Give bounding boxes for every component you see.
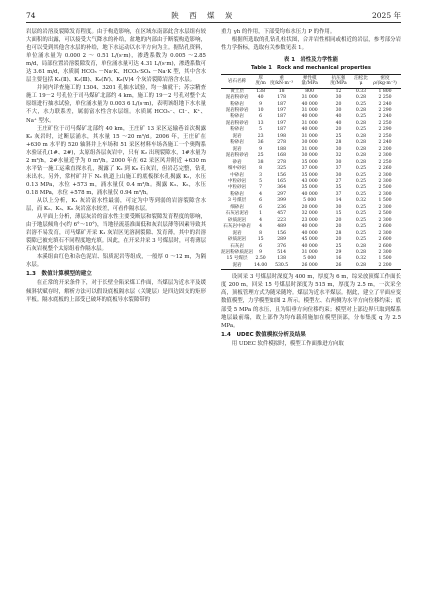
table-cell: 297 (277, 191, 287, 197)
table-cell: 2 200 (378, 146, 392, 152)
table-cell: 514 (277, 249, 287, 255)
table-cell: 399 (277, 198, 287, 204)
table-cell: 2 600 (378, 237, 392, 243)
table-cell: 15 (335, 211, 342, 217)
table-cell: 泥岩 (232, 146, 242, 152)
table-cell: 0.25 (355, 178, 367, 184)
table-cell: 40 000 (301, 114, 318, 120)
body-paragraph: 用 UDEC 软件模拟时，模型工作面推进方向取 (231, 340, 344, 347)
table-cell: 138 (277, 256, 287, 262)
table-cell: 14 (335, 198, 342, 204)
table-cell: 0.25 (355, 127, 367, 133)
table-cell: 0.25 (355, 185, 367, 191)
table-cell: 2 260 (378, 166, 392, 172)
body-paragraph: 从以上分析，K₁ 灰岩富水性最弱，可定为中等到弱的岩溶裂隙含水层，而 K₂、K₃、K₆ 灰岩富水较差，可看作隔水层。 (26, 197, 206, 213)
table-cell: 0.28 (355, 153, 367, 159)
table-cell: 石灰岩 (230, 243, 244, 249)
body-paragraph: 根据所选取的孔钻孔柱状图，合并岩性相同或相近的岩层，参考部分岩性力学指标，选取有关参数见表 1。 (221, 37, 401, 52)
table-cell: 2 300 (378, 191, 392, 197)
table-cell: 25 (335, 243, 342, 249)
table-cell: 178 (277, 95, 287, 101)
table-cell: 6 (259, 204, 263, 210)
table-cell: 197 (277, 120, 287, 126)
table-cell: 0.25 (355, 211, 367, 217)
table-cell: 8 (259, 166, 263, 172)
table-cell: 石灰岩中砂岩 (223, 224, 251, 230)
table-cell: 236 (277, 204, 287, 210)
table-cell: 0.25 (355, 172, 367, 178)
table-cell: 泥岩粉砂岩 (225, 108, 249, 113)
table-cell: 0.28 (355, 95, 367, 101)
table-cell: 138 (256, 88, 265, 94)
table-cell: 5 000 (303, 256, 317, 262)
table-cell: 20 000 (301, 204, 318, 210)
table-cell: 2 300 (378, 172, 392, 178)
table-cell: 156 (277, 172, 287, 178)
table-cell: 0.25 (355, 224, 367, 230)
table-cell: 40 000 (301, 191, 318, 197)
table-cell: 泥岩粉砂岩 (225, 153, 249, 159)
table-cell: 泥岩粉砂岩 (225, 95, 249, 101)
table-cell: 27 (335, 178, 342, 184)
column-header: 岩石名称 (221, 75, 253, 88)
table-cell: 364 (277, 185, 287, 191)
table-cell: 泥岩粉砂质泥岩 (221, 249, 254, 255)
table-cell: 45 000 (301, 237, 318, 243)
table-cell: 0.28 (355, 249, 367, 255)
table-cell: 0.28 (355, 140, 367, 146)
table-cell: 砂质泥岩 (227, 237, 247, 243)
table-cell: 0.32 (355, 198, 367, 204)
table-cell: 2 300 (378, 153, 392, 159)
table-caption-english: Table 1 Rock and mechanical properties (251, 65, 371, 72)
table-cell: 489 (277, 224, 287, 230)
table-cell: 2 600 (378, 243, 392, 249)
table-cell: 2 290 (378, 127, 392, 133)
table-cell: 36 (257, 140, 264, 146)
table-cell: 32 (335, 153, 342, 159)
table-cell: 25 (335, 133, 342, 139)
table-cell: 40 (335, 120, 342, 126)
table-cell: 泥岩 (232, 262, 242, 268)
table-cell: 2 250 (378, 120, 392, 126)
body-paragraph: 重力 γh 的作用，下部受均布水压力 P 的作用。 (221, 29, 336, 35)
table-cell: 35 (335, 185, 342, 191)
table-cell: 187 (277, 101, 287, 107)
table-cell: 粉砂岩 (230, 140, 244, 146)
table-cell: 13 (257, 120, 264, 126)
table-cell: 30 (335, 159, 342, 165)
table-cell: 23 000 (301, 217, 318, 223)
table-cell: 15 (257, 237, 264, 243)
table-cell: 3 号煤层 (228, 198, 247, 204)
column-header: 厚度/m (253, 75, 268, 88)
section-heading: 1.3 数值计算模型的建立 (26, 271, 92, 278)
table-cell: 0.33 (355, 88, 367, 94)
left-column (26, 28, 206, 304)
table-cell: 0.28 (355, 108, 367, 113)
table-cell: 38 (257, 159, 264, 165)
table-cell: 泥岩 (232, 230, 242, 236)
table-cell: 800 (305, 88, 315, 94)
table-cell: 198 (277, 133, 287, 139)
table-cell: 砂质泥岩 (227, 217, 247, 223)
right-column (221, 28, 401, 348)
table-cell: 2 300 (378, 249, 392, 255)
table-cell: 40 (257, 95, 264, 101)
table-cell: 泥岩 (232, 133, 242, 139)
table-cell: 187 (277, 127, 287, 133)
table-cell: 37 000 (301, 166, 318, 172)
table-cell: 0.25 (355, 191, 367, 197)
table-body (221, 88, 401, 270)
table-cell: 30 (335, 146, 342, 152)
table-cell: 0.28 (355, 262, 367, 268)
table-cell: 457 (277, 211, 287, 217)
table-cell: 4 (259, 217, 263, 223)
table-row (221, 263, 401, 270)
table-cell: 40 (335, 114, 342, 120)
column-header: 弹性模量/MPa (295, 75, 324, 88)
table-cell: 40 000 (301, 127, 318, 133)
table-cell: 16 (335, 256, 342, 262)
table-cell: 28 (335, 230, 342, 236)
table-cell: 18 (278, 88, 285, 94)
table-cell: 0.25 (355, 114, 367, 120)
body-paragraph: 王庄矿位于司马煤矿北部约 40 km，王庄矿 13 采区运输巷首次揭露 K₂ 灰岩时，过断层涌水，其水量 15 ～20 m³/d。2006 年，王庄矿在 +630 m 水平的 520 轴斜井上车场和 51 采区材料车场各施工一个奥陶系水验证孔(1#、2#)，太原组各层灰岩中，只有 K₂ 出现裂隙水，1#水量为 2 m³/h，2#水量近乎为 0 m³/h。2000 年在 62 采区风井附近 +630 m 水平钻一施工运乘直探水孔，揭露了 K₂ 到 K₈ 石灰岩，但岩芯完整，钻孔未出水。另外，常村矿井下 N₃ 轨道上山施工的底板探水孔揭露 K₂，水压 0.13 MPa，水位 +573 m，涌水量仅 0.4 m³/h。揭露 K₃、K₅，水压 0.18 MPa，水位 +578 m，涌水量仅 0.94 m³/h。 (26, 125, 206, 196)
table-cell: 187 (277, 114, 287, 120)
table-cell: 156 (277, 230, 287, 236)
table-cell: 0.25 (355, 237, 367, 243)
header-rule (26, 22, 401, 23)
table-cell: 37 (335, 166, 342, 172)
table-cell: 31 000 (301, 120, 318, 126)
table-cell: 5 (259, 178, 263, 184)
table-cell: 4 (259, 224, 263, 230)
body-paragraph: 从平面上分析，薄层灰岩的富水性主要受断层和裂隙发育程度的影响，由于地层倾角小(约 6°～10°)，当地径流基准面低和灰岩层薄等因素导致其岩溶不易发育，司马煤矿开采 K₁ 灰岩区见溶洞裂隙、发育薄，其中的岩溶裂隙已被充填石不同程度地充填。因此，在开采井采 3 号煤层时，可将薄层石灰岩视整个太原组看作隔水层。 (26, 214, 206, 253)
rock-properties-table (221, 74, 401, 270)
table-cell: 2 250 (378, 159, 392, 165)
table-cell: 376 (277, 243, 287, 249)
table-cell: 35 000 (301, 159, 318, 165)
table-cell: 2 300 (378, 217, 392, 223)
table-cell: 2 290 (378, 108, 392, 113)
table-cell: 165 (277, 178, 287, 184)
table-cell: 35 000 (301, 185, 318, 191)
table-cell: 2.50 (255, 256, 266, 262)
table-cell: 30 000 (301, 140, 318, 146)
table-cell: 6 (259, 114, 263, 120)
table-cell: 0.25 (355, 101, 367, 107)
table-cell: 2 500 (378, 185, 392, 191)
table-cell: 6 (259, 198, 263, 204)
table-cell: 1 (259, 211, 263, 217)
table-cell: 细砂岩 (230, 204, 244, 210)
table-cell: 2 500 (378, 211, 392, 217)
table-cell: 31 000 (301, 146, 318, 152)
table-cell: 中粒砂岩 (227, 185, 247, 191)
table-cell: 40 000 (301, 224, 318, 230)
table-cell: 40 000 (301, 101, 318, 107)
table-cell: 6 (259, 243, 263, 249)
table-cell: 中粒砂岩 (227, 178, 247, 184)
table-cell: 30 (335, 108, 342, 113)
table-cell: 20 (335, 224, 342, 230)
body-paragraph: 岩层的岩溶及裂隙发育程度。由于构造影响，在区域东南部此含水层组有较大面积的出露，可以接受大气降水的补给，盆地的内部由于断裂构造影响，也可以受到其他含水层的补给，地下水运动以水平方向为主。据钻孔资料，单位涌水量为 0.000 2 ～ 0.51 L/(s·m)，渗透系数为 0.005 ～2.85 m/d，局部位置岩溶裂隙发育，单位涌水量可达 4.31 L/(s·m)，渗透系数可达 3.61 m/d，水质属 HCO₃ －Na·K、HCO₃·SO₄ －Na·K 型，其中含水层主要包括 K₁(Ⅱ)、K₂(Ⅲ)、K₆(Ⅳ)、K₈(Ⅴ)4 个灰岩裂隙岩溶含水层。 (26, 29, 206, 84)
table-cell: 2 300 (378, 204, 392, 210)
table-cell: 168 (277, 153, 287, 159)
column-header: 重度/kN·m⁻³ (268, 75, 295, 88)
table-cell: 31 000 (301, 249, 318, 255)
table-cell: 细中砂岩 (227, 166, 247, 172)
table-cell: 29 (335, 249, 342, 255)
table-cell: 30 000 (301, 153, 318, 159)
table-cell: 28 (335, 140, 342, 146)
table-cell: 泥岩粉砂岩 (225, 120, 249, 126)
table-cell: 3 (259, 172, 263, 178)
table-cell: 0.28 (355, 243, 367, 249)
section-heading: 1.4 UDEC 数值模拟分析及结果 (221, 331, 306, 338)
table-cell: 0.28 (355, 146, 367, 152)
table-cell: 23 (257, 133, 264, 139)
table-cell: 7 (259, 185, 263, 191)
column-header: 抗压强度/MPa (324, 75, 353, 88)
table-cell: 40 000 (301, 230, 318, 236)
body-paragraph: 在正常的开采条件下，对于长壁全陷采煤工作面，当煤层为近水平及缓倾斜状赋存时，解析方法可以假设底板隔水层（关键层）是四边固支的矩形平板。隔水底板的上部受已破坏的底板导水裂隙带的 (26, 280, 206, 303)
table-cell: 37 (335, 191, 342, 197)
table-cell: 砂岩 (232, 159, 242, 165)
table-cell: 0.25 (355, 217, 367, 223)
table-cell: 35 000 (301, 172, 318, 178)
table-cell: 中砂岩 (230, 172, 244, 178)
table-cell: 2 240 (378, 114, 392, 120)
table-cell: 278 (277, 140, 287, 146)
table-cell: 20 (335, 217, 342, 223)
table-cell: 31 000 (301, 95, 318, 101)
table-cell: 20 (335, 237, 342, 243)
table-cell: 5 000 (303, 198, 317, 204)
page-header (26, 8, 401, 22)
table-cell: 1 500 (378, 256, 392, 262)
table-cell: 0.25 (355, 230, 367, 236)
table-cell: 26 (335, 262, 342, 268)
table-cell: 2 600 (378, 224, 392, 230)
table-cell: 26 000 (301, 262, 318, 268)
table-cell: 9 (259, 146, 263, 152)
table-cell: 12 (335, 88, 342, 94)
table-cell: 25 (257, 153, 264, 159)
table-cell: 197 (277, 108, 287, 113)
table-cell: 325 (277, 166, 287, 172)
table-cell: 40 000 (301, 243, 318, 249)
publication-year: 2025 年 (372, 10, 401, 20)
table-cell: 2 240 (378, 140, 392, 146)
body-paragraph: 本溪组由红色和杂色泥岩、铝质泥岩等组成，一般厚 0 ～12 m，为隔水层。 (26, 254, 206, 269)
table-cell: 1 500 (378, 198, 392, 204)
table-cell: 石灰岩泥岩 (225, 211, 249, 217)
table-cell: 20 (335, 101, 342, 107)
table-cell: 43 000 (301, 178, 318, 184)
body-paragraph: 并同内详查施工的 1304、3201 孔抽水试验，均一抽就干；苏宗精查施工 19－2 号孔位于司马煤矿北部约 4 km，施工的 19－2 号孔对整个太原组进行抽水试验，单位涌水量为 0.003 6 L/(s·m)，表明该组地下水水量不大，水力联系差，属弱富水性含水层组。水质属 HCO₃⁻、Cl⁻、K⁺、Na⁺ 型水。 (26, 85, 206, 124)
table-cell: 289 (277, 237, 287, 243)
column-header: 密度ρ/(kg·m⁻³) (369, 75, 401, 88)
table-cell: 10 (257, 108, 264, 113)
table-cell: 粉砂岩 (230, 127, 244, 133)
journal-title: 陕 西 煤 炭 (171, 10, 237, 20)
column-header: 泊松比μ (354, 76, 368, 87)
table-cell: 2 200 (378, 262, 392, 268)
table-cell: 0.28 (355, 120, 367, 126)
table-cell: 31 000 (301, 108, 318, 113)
table-cell: 0.28 (355, 159, 367, 165)
table-cell: 2 250 (378, 95, 392, 101)
table-cell: 2 250 (378, 133, 392, 139)
table-cell: 0.28 (355, 133, 367, 139)
table-caption: 表 1 岩性及力学性能 (283, 57, 339, 64)
table-cell: 31 000 (301, 133, 318, 139)
table-cell: 4 (259, 191, 263, 197)
table-cell: 30 (335, 172, 342, 178)
table-cell: 8 (259, 230, 263, 236)
table-cell: 5 (259, 127, 263, 133)
page-number: 74 (26, 10, 36, 20)
table-cell: 0.32 (355, 256, 367, 262)
table-cell: 30 (335, 204, 342, 210)
table-cell: 32 000 (301, 211, 318, 217)
table-cell: 278 (277, 159, 287, 165)
table-cell: 粉砂岩 (230, 191, 244, 197)
table-cell: 20 (335, 127, 342, 133)
table-cell: 30 (335, 95, 342, 101)
table-cell: 9 (259, 249, 263, 255)
table-cell: 188 (277, 146, 287, 152)
table-cell: 0.25 (355, 166, 367, 172)
table-cell: 2 300 (378, 230, 392, 236)
body-paragraph: 设回采 3 号煤层时深度为 400 m，厚度为 6 m，综采放顶煤工作面长度 200 m，回采 15 号煤层时深度为 515 m，厚度为 2.5 m，一次采全高，顶板管理方式为随采随垮。煤层为近水平煤层。据此，建立了平面应变数值模型，力学模型如图 2 所示。模型左、右两侧为水平方向位移约束；底部受 5 MPa 的水压，且为铅垂方向位移约束；模型对上部边界只取到煤系地层最前端，故上部作为均布载荷施加在模型顶部，分布集度 q 为 2.5 MPa。 (221, 274, 401, 329)
table-header-row (221, 75, 401, 88)
table-cell: 粉砂岩 (230, 114, 244, 120)
table-cell: 2 300 (378, 178, 392, 184)
table-cell: 0.25 (355, 204, 367, 210)
table-cell: 9 (259, 101, 263, 107)
table-cell: 15 号煤层 (226, 256, 248, 262)
table-cell: 223 (277, 217, 287, 223)
table-cell: 粉砂岩 (230, 101, 244, 107)
table-cell: 2 240 (378, 101, 392, 107)
table-cell: 14.00 (254, 262, 268, 268)
table-cell: 530.5 (275, 262, 289, 268)
table-cell: 1 800 (378, 88, 392, 94)
table-cell: 黄土层 (230, 88, 244, 94)
